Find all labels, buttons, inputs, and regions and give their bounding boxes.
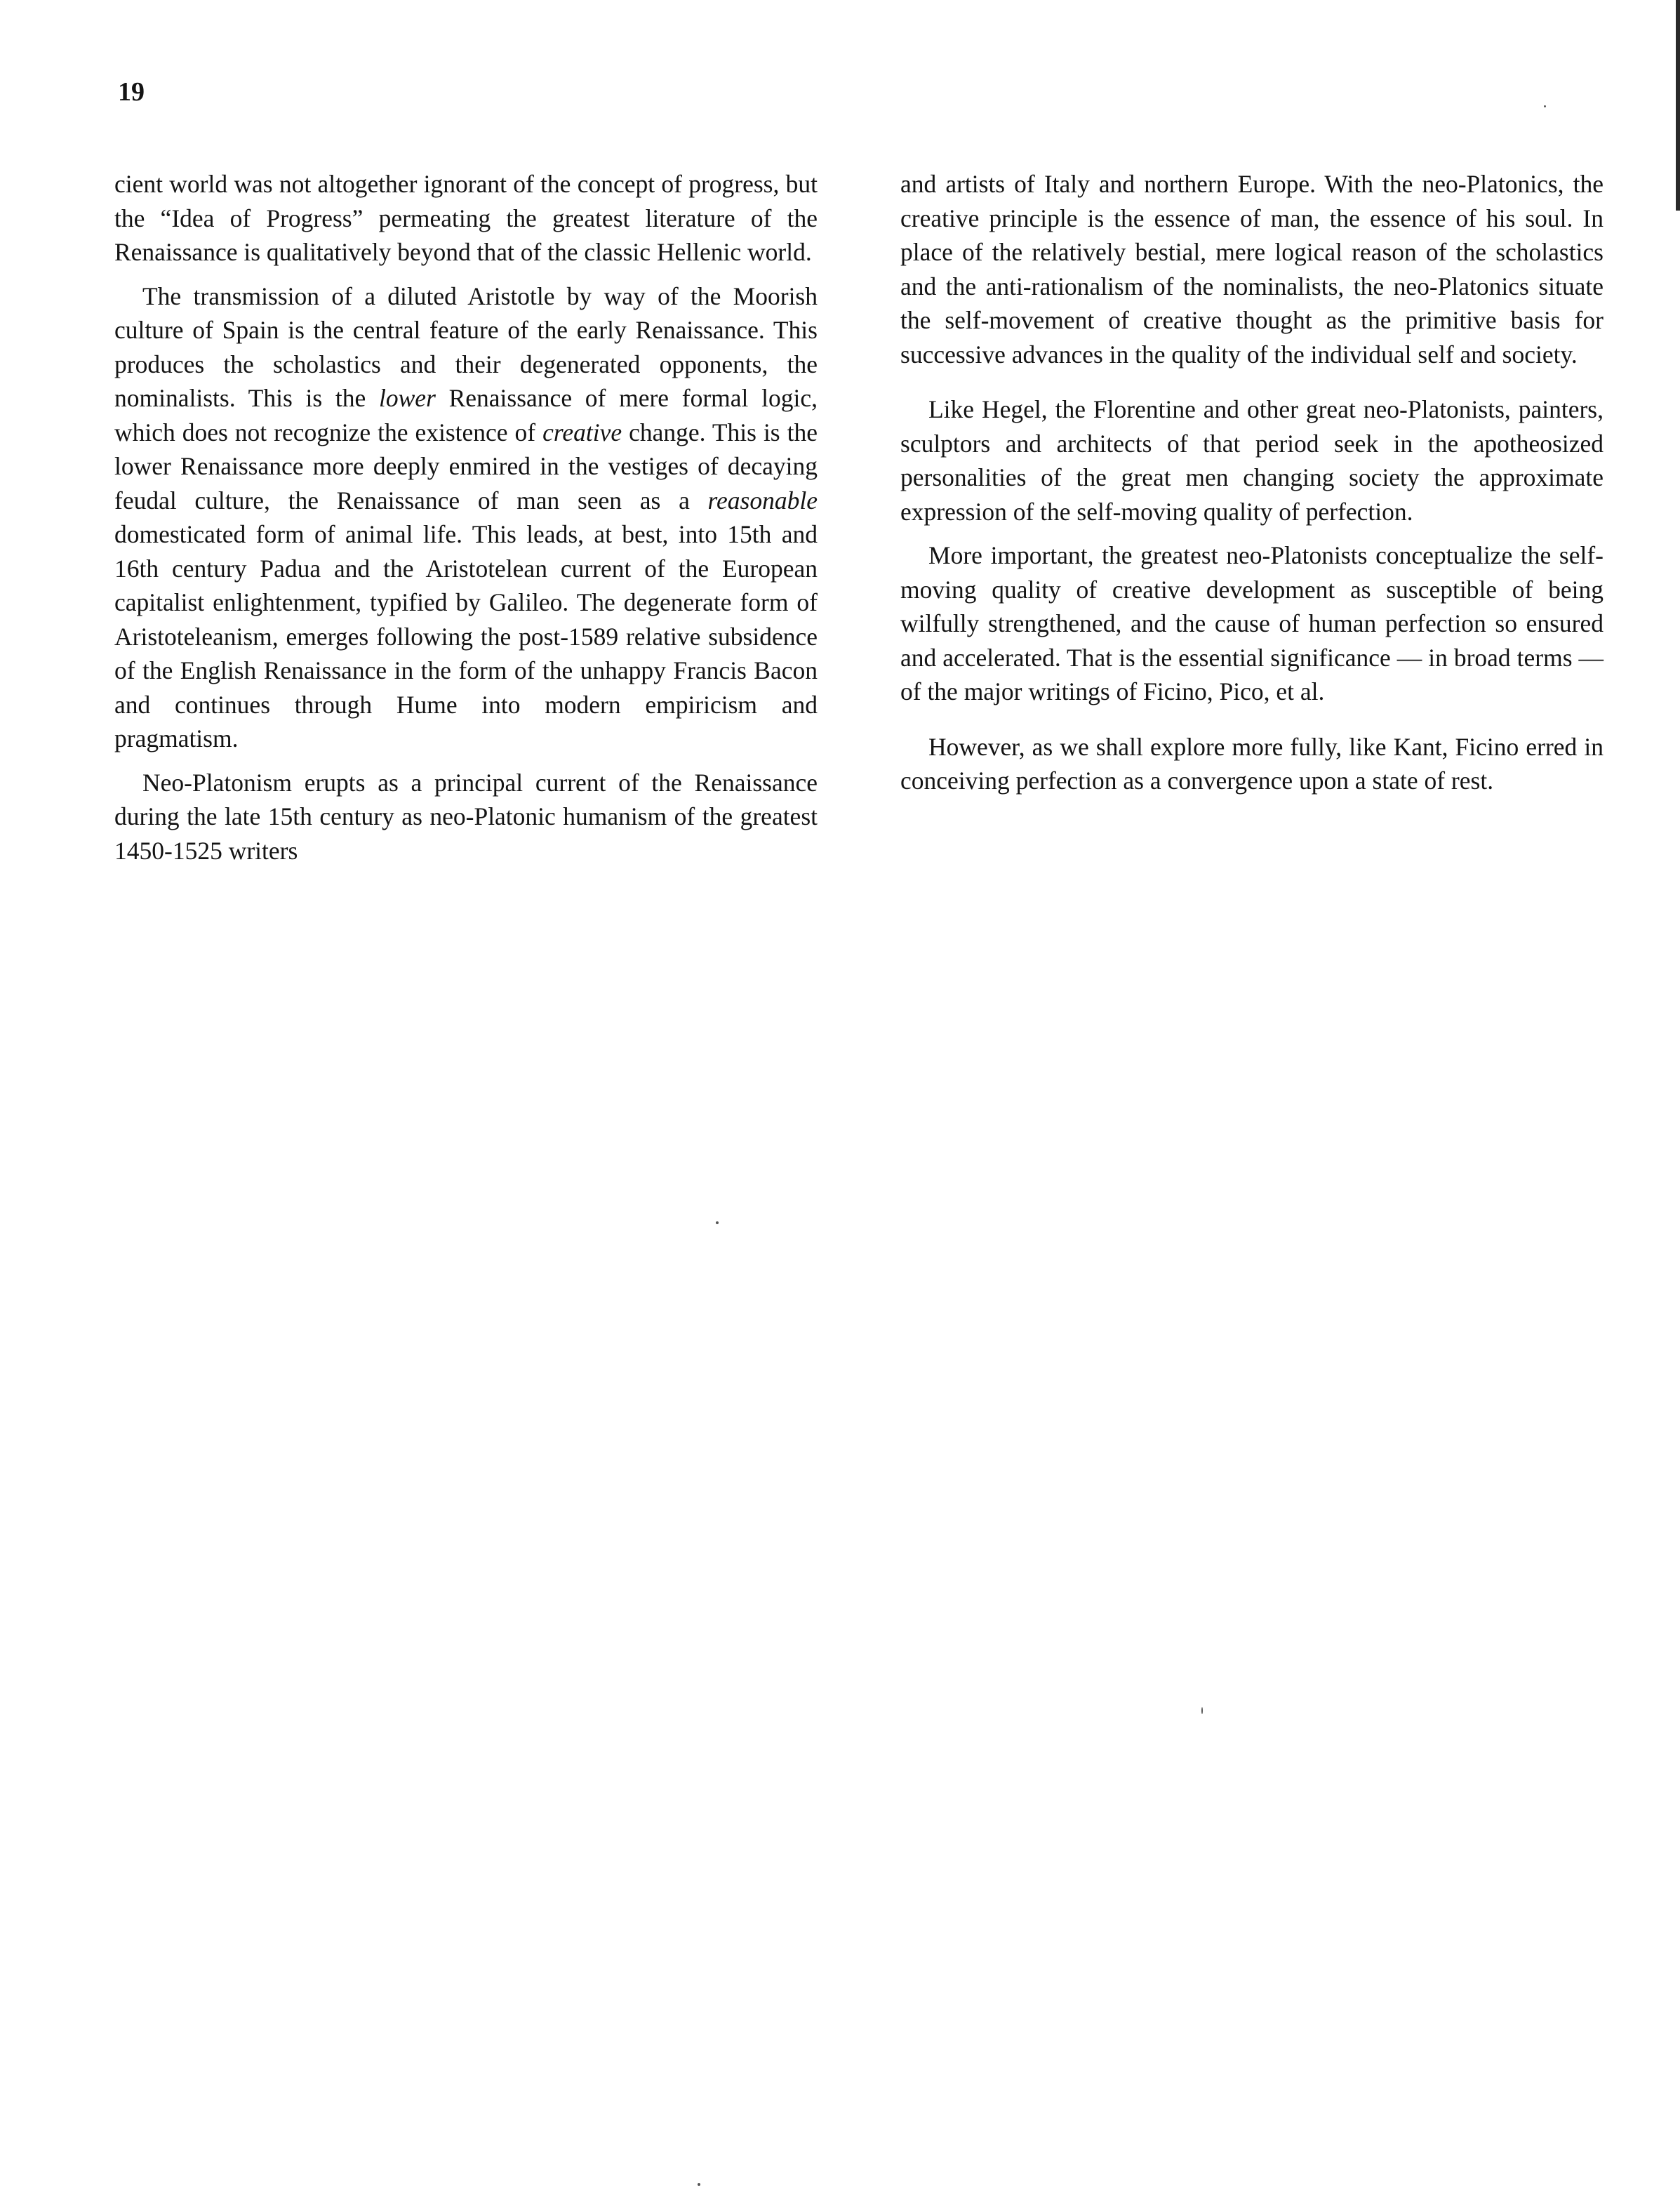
page-number: 19 xyxy=(118,77,145,107)
scan-speck xyxy=(1544,105,1546,107)
paragraph-text: The transmission of a diluted Aristotle by way of the Moorish culture of Spain is the central feature of the early Renaissance. This produces the scholastics and their degenerated opponents, the nominalists. This is the xyxy=(114,281,818,412)
paragraph-text: domesticated form of animal life. This leads, at best, into 15th and 16th century Padua and the Aristotelean current of the European capitalist enlightenment, typified by Galileo. The degenerate form of Aristoteleanism, emerges following the post-1589 relative subsidence of the English Renaissance in the form of the unhappy Francis Bacon and continues through Hume into modern empiricism and pragmatism. xyxy=(114,520,818,752)
paragraph-text: Renaissance of mere formal logic, which does not recognize the existence of xyxy=(114,384,818,446)
paragraph-neo-platonics xyxy=(900,167,1604,371)
paragraph-hegel xyxy=(900,392,1604,529)
paragraph-text: However, as we shall explore more fully, like Kant, Ficino erred in conceiving perfection as a convergence upon a state of rest. xyxy=(900,732,1604,795)
paragraph-neo-platonism xyxy=(114,766,818,868)
scan-edge-shadow xyxy=(1676,0,1680,211)
paragraph-text: and artists of Italy and northern Europe. With the neo-Platonics, the creative principle is the essence of man, the essence of his soul. In place of the relatively bestial, mere logical reason of the scholastics and the anti-rationalism of the nominalists, the neo-Platonics situate the self-movement of creative thought as the primitive basis for successive advances in the quality of the individual self and society. xyxy=(900,170,1604,369)
paragraph-text: change. This is the lower Renaissance more deeply enmired in the vestiges of decaying feudal culture, the Renaissance of man seen as a xyxy=(114,418,818,515)
emphasis-creative: creative xyxy=(542,418,622,446)
paragraph-progress-continuation xyxy=(114,167,818,270)
emphasis-reasonable: reasonable xyxy=(707,486,818,515)
scan-speck xyxy=(698,2183,700,2186)
emphasis-lower: lower xyxy=(379,384,436,412)
paragraph-text: cient world was not altogether ignorant of the concept of progress, but the “Idea of Progress” permeating the greatest literature of the Renaissance is qualitatively beyond that of the classic Hellenic world. xyxy=(114,170,818,266)
left-column xyxy=(114,167,818,877)
paragraph-aristotle xyxy=(114,279,818,756)
paragraph-kant-ficino xyxy=(900,730,1604,798)
paragraph-text: More important, the greatest neo-Platonists conceptualize the self-moving quality of creative development as susceptible of being wilfully strengthened, and the cause of human perfection so ensured and accelerated. That is the essential significance — in broad terms — of the major writings of Ficino, Pico, et al. xyxy=(900,541,1604,705)
scan-speck xyxy=(1201,1707,1203,1714)
paragraph-text: Like Hegel, the Florentine and other great neo-Platonists, painters, sculptors and architects of that period seek in the apotheosized personalities of the great men changing society the approximate expression of the self-moving quality of perfection. xyxy=(900,395,1604,526)
paragraph-text: Neo-Platonism erupts as a principal current of the Renaissance during the late 15th century as neo-Platonic humanism of the greatest 1450-1525 writers xyxy=(114,768,818,865)
right-column xyxy=(900,167,1604,808)
scan-speck xyxy=(716,1221,719,1224)
paragraph-more-important xyxy=(900,538,1604,709)
